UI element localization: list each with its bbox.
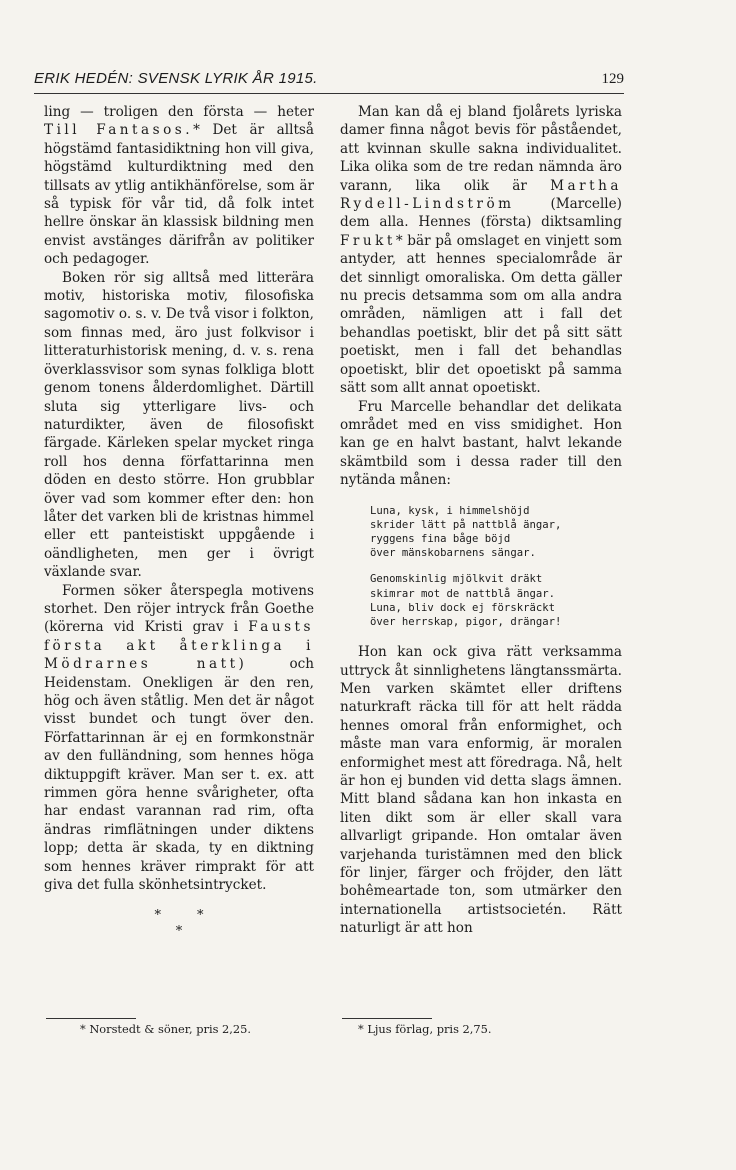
footnote-right: * Ljus förlag, pris 2,75. [358,1022,492,1036]
right-column [340,103,622,938]
poem-stanza [370,504,622,561]
paragraph [44,103,314,269]
poem-line: Luna, kysk, i himmelshöjd [370,504,530,517]
text-run: * bär på omslaget en vinjett som antyder, att hennes specialområde är det sinnligt omoraliska. Om detta gäller nu precis detsamma som om alla andra områden, nämligen att i fall det behandlas poetiskt, blir det på sitt sätt poetiskt, men i fall det behandlas opoetiskt, blir det opoetiskt på samma sätt som allt annat opoetiskt. [340,232,622,397]
paragraph [340,103,622,398]
asterisk: * [154,908,161,924]
footnote-rule [342,1018,432,1019]
text-run: (Marcelle) dem alla. Hennes (första) diktsamling [340,196,622,231]
asterisk: * [175,924,183,940]
poem-line: skrider lätt på nattblå ängar, [370,518,562,531]
poem-quote [370,504,622,630]
asterisk: * [197,908,204,924]
running-header [34,70,624,92]
footnote-rule [46,1018,136,1019]
page-number: 129 [601,71,624,87]
poem-line: Genomskinlig mjölkvit dräkt [370,573,543,586]
left-column [44,103,314,940]
work-title: Fausts första akt återklinga i Mödrarnes natt) [44,619,314,673]
text-run: Formen söker återspegla motivens storhet. Den röjer intryck från Goethe (körerna vid Kristi grav i [44,582,314,636]
book-title: Till Fantasos. [44,122,194,139]
header-rule [34,93,624,94]
author-name: Martha Rydell-Lindström [340,177,622,213]
paragraph: Boken rör sig alltså med litterära motiv, historiska motiv, filosofiska sagomotiv o. s. v. De två visor i folkton, som finnas med, äro just folkvisor i litteraturhistorisk mening, d. v. s. rena överklassvisor som synas folkliga blott genom tonens ålderdomlighet. Därtill sluta sig ytterligare livs- och naturdikter, även de filosofiskt färgade. Kärleken spelar mycket ringa roll hos denna författarinna men döden en desto större. Hon grubblar över vad som kommer efter den: hon låter det varken bli de kristnas himmel eller ett panteistiskt uppgående i oändligheten, men ger i övrigt växlande svar. [44,269,314,581]
paragraph: Fru Marcelle behandlar det delikata området med en viss smidighet. Hon kan ge en halvt bastant, halvt lekande skämtbild som i dessa rader till den nytända månen: [340,398,622,489]
poem-line: över herrskap, pigor, drängar! [370,615,562,628]
paragraph: Hon kan ock giva rätt verksamma uttryck åt sinnlighetens längtanssmärta. Men varken skämtet eller driftens naturkraft räcka till för att helt rädda hennes omoral från enformighet, och måste man vara enformig, är moralen enformighet mest att föredraga. Nå, helt är hon ej bunden vid detta slags ämnen. Mitt bland sådana kan hon inkasta en liten dikt som är eller skall vara allvarligt gripande. Hon omtalar även varjehanda turistämnen med den blick för linjer, färger och fröjder, den lätt bohêmeartade ton, som utmärker den internationella artistsocietén. Rätt naturligt är att hon [340,644,622,937]
text-run: Man kan då ej bland fjolårets lyriska damer finna något bevis för påståendet, att kvinnan skulle sakna individualitet. Lika olika som de tre redan nämnda äro varann, lika olik är [340,104,622,194]
poem-line: över mänskobarnens sängar. [370,547,536,560]
poem-stanza [370,572,622,629]
text-run: * Det är alltså högstämd fantasidiktning hon vill giva, högstämd kulturdiktning med den tillsats av ytlig antikhänförelse, som är så typisk för vår tid, då folk intet hellre önskar än klassisk bildning men envist avstänges därifrån av politiker och pedagoger. [44,122,314,268]
poem-line: Luna, bliv dock ej förskräckt [370,601,555,614]
text-run: och Heidenstam. Onekligen är den ren, hög och även ståtlig. Men det är något visst bundet och tungt över den. Författarinnan är ej en formkonstnär av den fulländning, som hennes höga diktuppgift kräver. Man ser t. ex. att rimmen göra henne svårigheter, ofta har endast varannan rad rim, ofta ändras rimflätningen under diktens lopp; detta är skada, ty en diktning som hennes kräver rimprakt för att giva det fulla skönhetsintrycket. [44,656,314,894]
footnote-left: * Norstedt & söner, pris 2,25. [80,1022,252,1036]
book-title: Frukt [340,232,396,249]
text-run: ling — troligen den första — heter [44,104,314,120]
running-head-title: ERIK HEDÉN: SVENSK LYRIK ÅR 1915. [34,70,318,87]
paragraph [44,582,314,895]
section-separator [44,908,314,940]
poem-line: skimrar mot de nattblå ängar. [370,587,555,600]
poem-line: ryggens fina båge böjd [370,532,511,545]
